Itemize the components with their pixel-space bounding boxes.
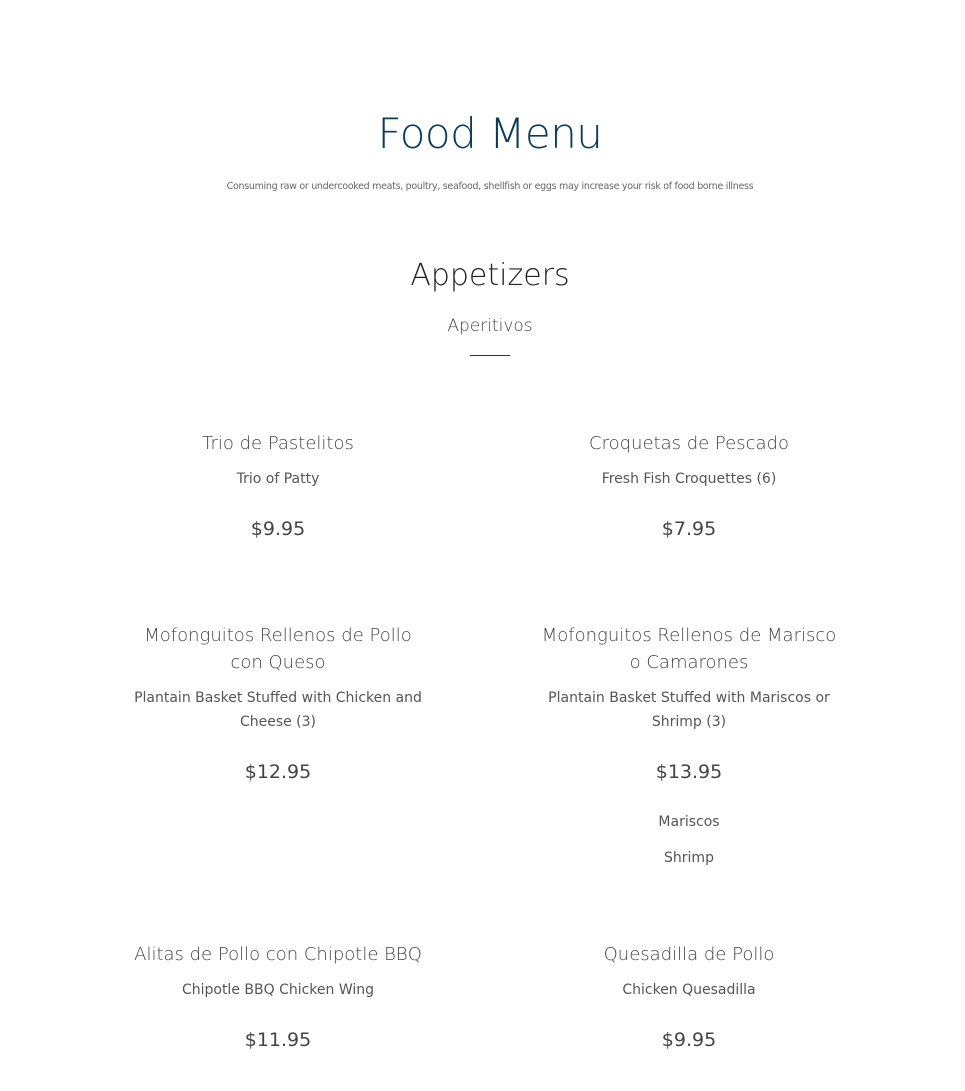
section-title: Appetizers [410, 258, 570, 293]
menu-item-variant-shrimp: Shrimp [664, 850, 714, 866]
menu-item-variants [539, 804, 839, 876]
menu-item-description: Plantain Basket Stuffed with Chicken and Cheese (3) [134, 690, 422, 730]
menu-item-variant-mariscos: Mariscos [658, 814, 720, 830]
food-safety-disclaimer: Consuming raw or undercooked meats, poultry, seafood, shellfish or eggs may increase your risk of food borne illness [226, 181, 754, 192]
menu-item [539, 941, 839, 1052]
menu-item [128, 941, 428, 1052]
section-divider [470, 355, 510, 356]
menu-item-name: Croquetas de Pescado [589, 433, 789, 454]
menu-item-name: Alitas de Pollo con Chipotle BBQ [134, 944, 422, 965]
menu-item-description: Chicken Quesadilla [622, 982, 756, 998]
menu-item-name: Mofonguitos Rellenos de Pollo con Queso [144, 625, 412, 673]
page-title: Food Menu [377, 109, 603, 158]
menu-item-price: $11.95 [244, 1029, 312, 1051]
menu-item-price: $9.95 [250, 518, 306, 540]
menu-item-name: Trio de Pastelitos [202, 433, 354, 454]
menu-item-price: $13.95 [655, 761, 723, 783]
menu-item-price: $12.95 [244, 761, 312, 783]
menu-item-description: Chipotle BBQ Chicken Wing [181, 982, 375, 998]
menu-item-price: $7.95 [661, 518, 717, 540]
menu-item-name: Quesadilla de Pollo [603, 944, 775, 965]
menu-item-price: $9.95 [661, 1029, 717, 1051]
menu-item-description: Trio of Patty [236, 471, 320, 487]
menu-item [539, 430, 839, 541]
menu-item-description: Plantain Basket Stuffed with Mariscos or Shrimp (3) [548, 690, 830, 730]
section-subtitle: Aperitivos [447, 316, 533, 336]
menu-item [128, 430, 428, 541]
menu-item-description: Fresh Fish Croquettes (6) [601, 471, 777, 487]
menu-item [128, 622, 428, 784]
menu-item-name: Mofonguitos Rellenos de Marisco o Camarones [541, 625, 837, 673]
menu-item [539, 622, 839, 876]
